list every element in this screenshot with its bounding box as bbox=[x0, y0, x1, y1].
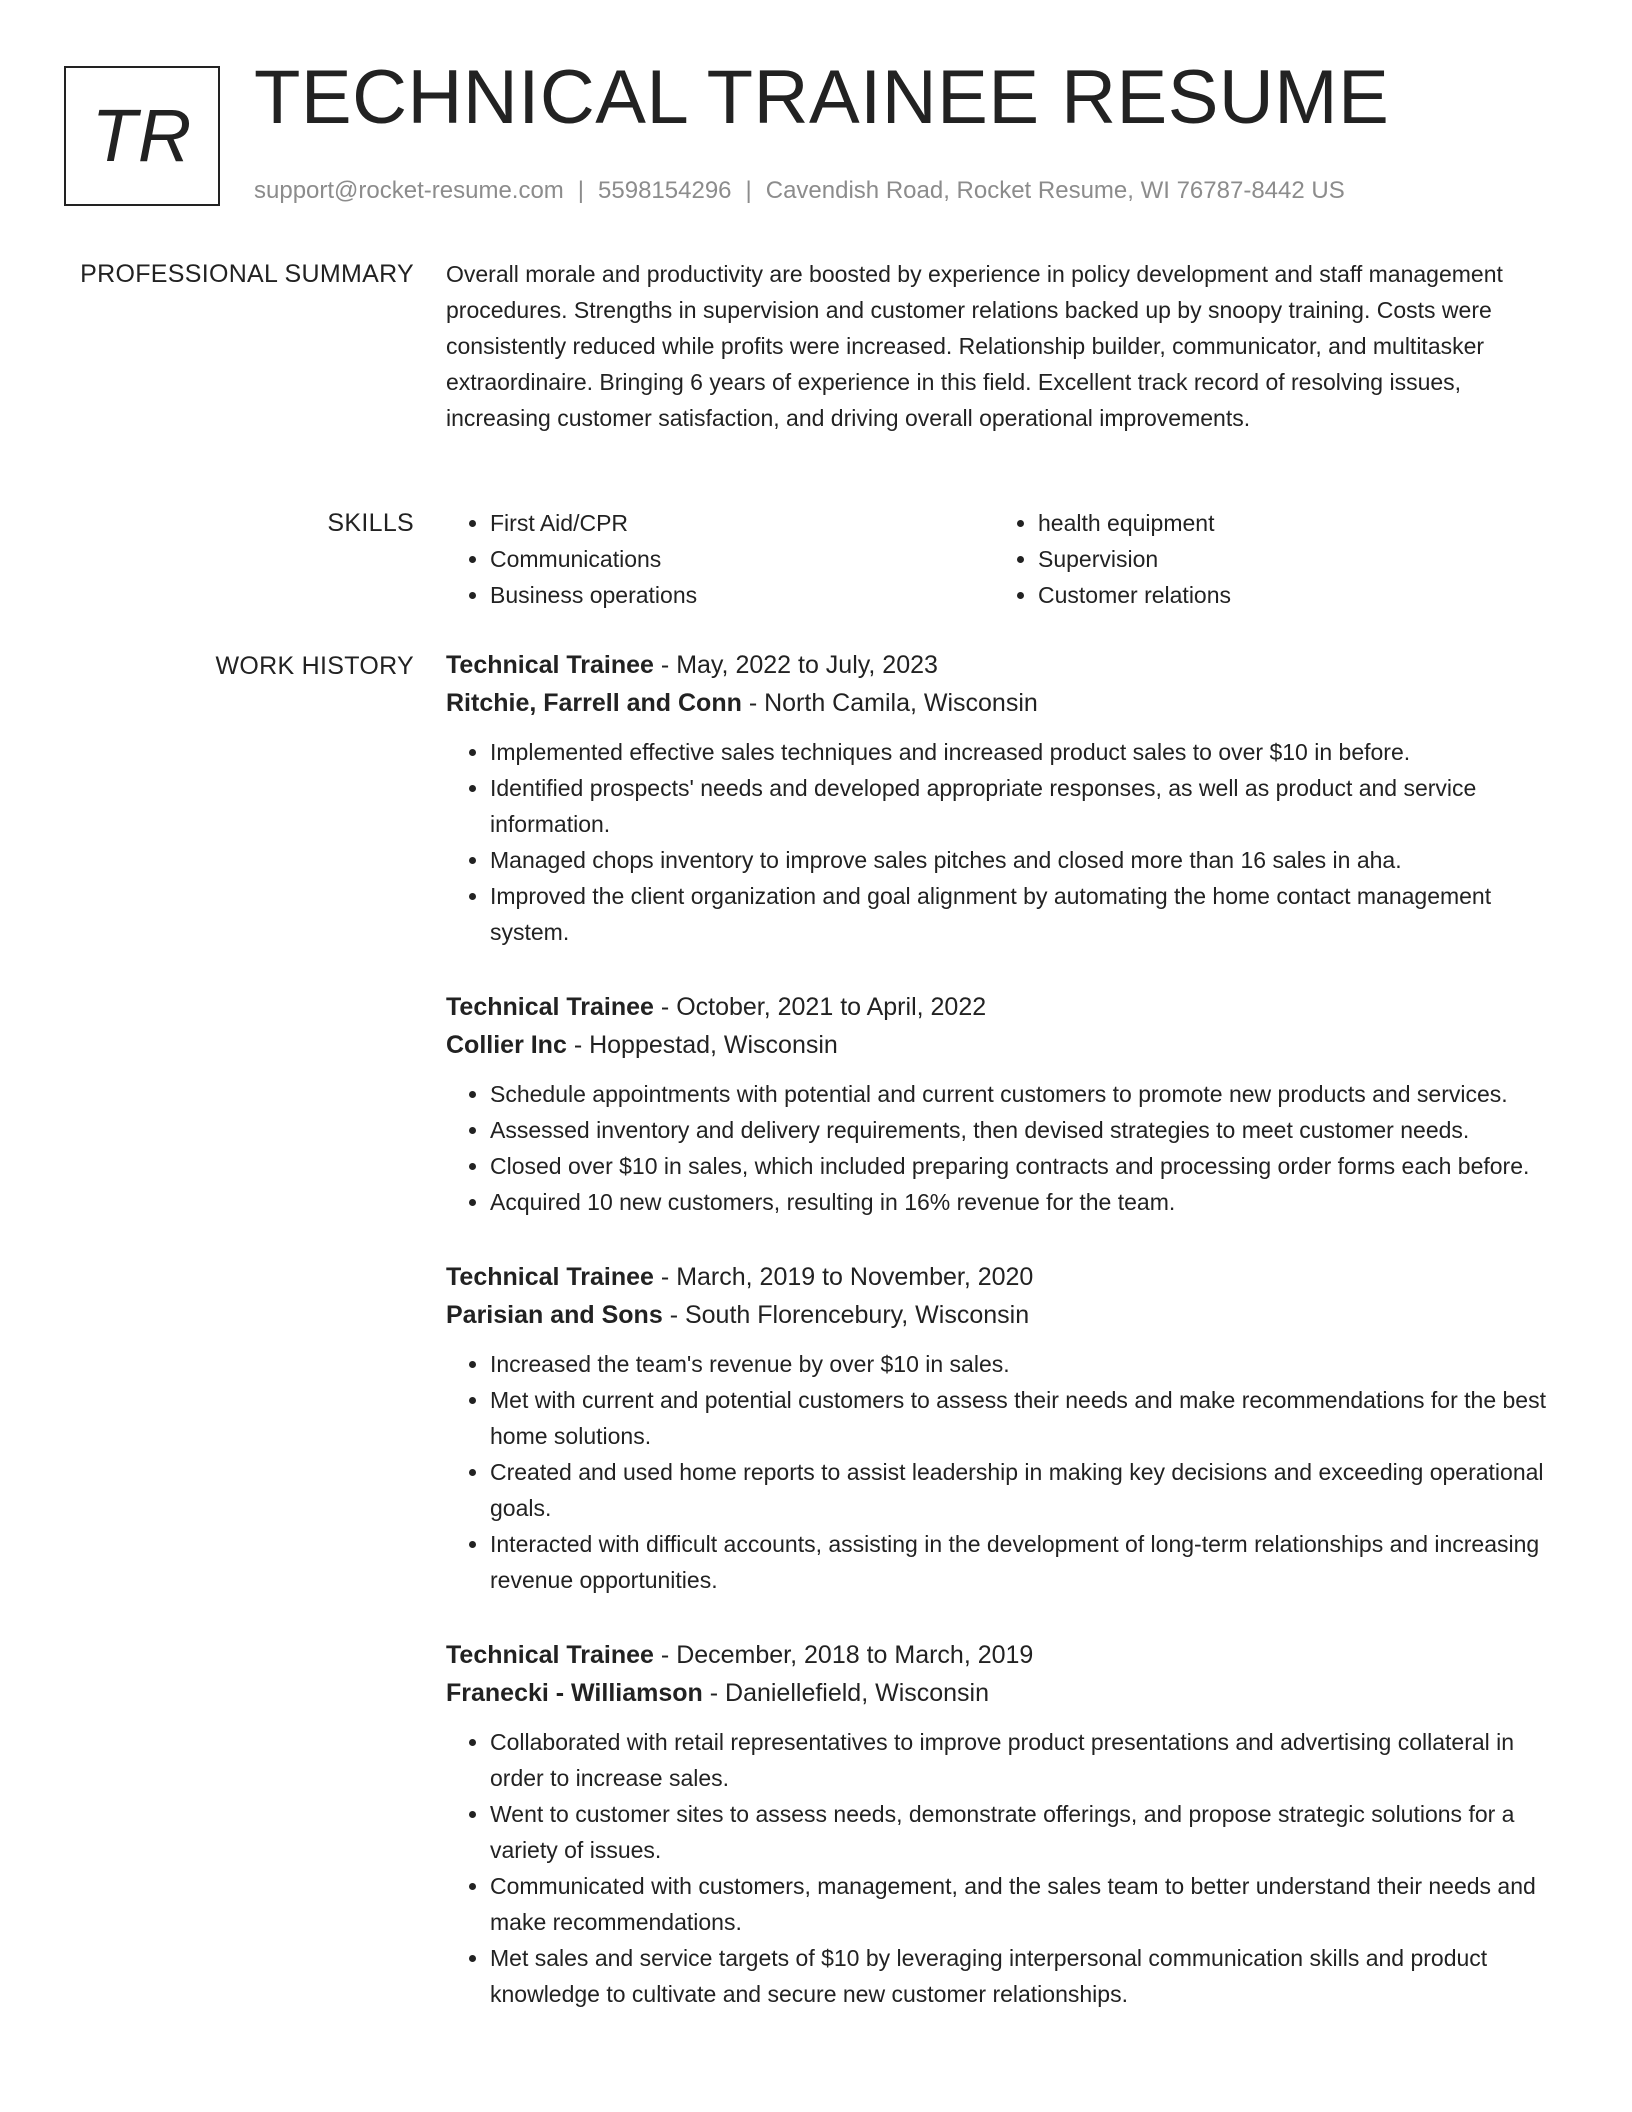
job-bullet-list bbox=[446, 1076, 1552, 1220]
job-company: Collier Inc bbox=[446, 1031, 567, 1059]
work-history-heading: WORK HISTORY bbox=[215, 652, 414, 680]
job-dates: March, 2019 to November, 2020 bbox=[676, 1263, 1034, 1291]
job-company-line bbox=[446, 684, 1552, 722]
job-dash: - bbox=[653, 1641, 677, 1669]
contact-email: support@rocket-resume.com bbox=[254, 177, 564, 204]
job-bullet: • Met sales and service targets of $10 by leveraging interpersonal communication skills and product knowledge to cultivate and secure new customer relationships. bbox=[490, 1940, 1552, 2012]
job-bullet-list bbox=[446, 1346, 1552, 1598]
skills-list-right bbox=[994, 505, 1542, 613]
job-dash: - bbox=[702, 1679, 726, 1707]
skills-list-left bbox=[446, 505, 994, 613]
job-dash: - bbox=[653, 651, 677, 679]
job-bullet: • Implemented effective sales techniques and increased product sales to over $10 in before. bbox=[490, 734, 1552, 770]
work-history-body bbox=[446, 646, 1552, 2050]
job-title-line bbox=[446, 988, 1552, 1026]
skill-item: • Customer relations bbox=[1038, 577, 1542, 613]
contact-phone: 5598154296 bbox=[598, 177, 732, 204]
job-company-line bbox=[446, 1674, 1552, 1712]
skill-item: • Communications bbox=[490, 541, 994, 577]
job-bullet: • Met with current and potential customers to assess their needs and make recommendations for the best home solutions. bbox=[490, 1382, 1552, 1454]
summary-heading: PROFESSIONAL SUMMARY bbox=[80, 260, 414, 288]
job-location: Daniellefield, Wisconsin bbox=[725, 1679, 990, 1707]
skills-body bbox=[446, 505, 1552, 613]
contact-address: Cavendish Road, Rocket Resume, WI 76787-8442 US bbox=[765, 177, 1345, 204]
job-entry bbox=[446, 1258, 1552, 1598]
job-bullet: • Identified prospects' needs and developed appropriate responses, as well as product and service information. bbox=[490, 770, 1552, 842]
job-title-line bbox=[446, 1258, 1552, 1296]
job-bullet: • Went to customer sites to assess needs, demonstrate offerings, and propose strategic solutions for a variety of issues. bbox=[490, 1796, 1552, 1868]
job-dates: October, 2021 to April, 2022 bbox=[676, 993, 987, 1021]
job-bullet: • Collaborated with retail representatives to improve product presentations and advertising collateral in order to increase sales. bbox=[490, 1724, 1552, 1796]
job-dash: - bbox=[566, 1031, 590, 1059]
job-dash: - bbox=[653, 1263, 677, 1291]
job-company: Parisian and Sons bbox=[446, 1301, 663, 1329]
job-dates: December, 2018 to March, 2019 bbox=[676, 1641, 1034, 1669]
skills-grid bbox=[446, 505, 1552, 613]
monogram-initials: TR bbox=[91, 94, 193, 177]
skill-item: • Supervision bbox=[1038, 541, 1542, 577]
job-company-line bbox=[446, 1296, 1552, 1334]
job-bullet: • Improved the client organization and goal alignment by automating the home contact management system. bbox=[490, 878, 1552, 950]
skill-item: • First Aid/CPR bbox=[490, 505, 994, 541]
job-company: Ritchie, Farrell and Conn bbox=[446, 689, 742, 717]
job-bullet: • Schedule appointments with potential and current customers to promote new products and services. bbox=[490, 1076, 1552, 1112]
job-bullet-list bbox=[446, 734, 1552, 950]
job-company-line bbox=[446, 1026, 1552, 1064]
job-bullet: • Communicated with customers, management, and the sales team to better understand their needs and make recommendations. bbox=[490, 1868, 1552, 1940]
job-company: Franecki - Williamson bbox=[446, 1679, 703, 1707]
skills-heading: SKILLS bbox=[327, 509, 414, 537]
job-dates: May, 2022 to July, 2023 bbox=[676, 651, 938, 679]
job-title-line bbox=[446, 646, 1552, 684]
job-title: Technical Trainee bbox=[446, 651, 654, 679]
job-entry bbox=[446, 646, 1552, 950]
job-location: Hoppestad, Wisconsin bbox=[589, 1031, 838, 1059]
job-title-line bbox=[446, 1636, 1552, 1674]
resume-title: TECHNICAL TRAINEE RESUME bbox=[254, 55, 1390, 140]
contact-separator: | bbox=[745, 177, 752, 204]
job-bullet: • Closed over $10 in sales, which included preparing contracts and processing order forms each before. bbox=[490, 1148, 1552, 1184]
job-bullet: • Increased the team's revenue by over $10 in sales. bbox=[490, 1346, 1552, 1382]
monogram-box bbox=[64, 66, 220, 206]
contact-separator: | bbox=[577, 177, 585, 204]
job-entry bbox=[446, 988, 1552, 1220]
job-bullet: • Assessed inventory and delivery requirements, then devised strategies to meet customer needs. bbox=[490, 1112, 1552, 1148]
contact-line bbox=[254, 174, 1345, 208]
job-location: South Florencebury, Wisconsin bbox=[684, 1301, 1030, 1329]
job-dash: - bbox=[653, 993, 677, 1021]
job-title: Technical Trainee bbox=[446, 1641, 654, 1669]
job-bullet: • Interacted with difficult accounts, assisting in the development of long-term relationships and increasing revenue opportunities. bbox=[490, 1526, 1552, 1598]
job-entry bbox=[446, 1636, 1552, 2012]
job-dash: - bbox=[662, 1301, 685, 1329]
job-dash: - bbox=[741, 689, 765, 717]
job-bullet: • Created and used home reports to assist leadership in making key decisions and exceeding operational goals. bbox=[490, 1454, 1552, 1526]
summary-text: Overall morale and productivity are boosted by experience in policy development and staff management procedures. Strengths in supervision and customer relations backed up by snoopy training. Costs were consistently reduced while profits were increased. Relationship builder, communicator, and multitasker extraordinaire. Bringing 6 years of experience in this field. Excellent track record of resolving issues, increasing customer satisfaction, and driving overall operational improvements. bbox=[446, 261, 1503, 431]
summary-body bbox=[446, 256, 1552, 436]
job-bullet-list bbox=[446, 1724, 1552, 2012]
skill-item: • health equipment bbox=[1038, 505, 1542, 541]
job-bullet: • Managed chops inventory to improve sales pitches and closed more than 16 sales in aha. bbox=[490, 842, 1552, 878]
job-bullet: • Acquired 10 new customers, resulting in 16% revenue for the team. bbox=[490, 1184, 1552, 1220]
job-title: Technical Trainee bbox=[446, 1263, 654, 1291]
skill-item: • Business operations bbox=[490, 577, 994, 613]
job-location: North Camila, Wisconsin bbox=[764, 689, 1038, 717]
job-title: Technical Trainee bbox=[446, 993, 654, 1021]
